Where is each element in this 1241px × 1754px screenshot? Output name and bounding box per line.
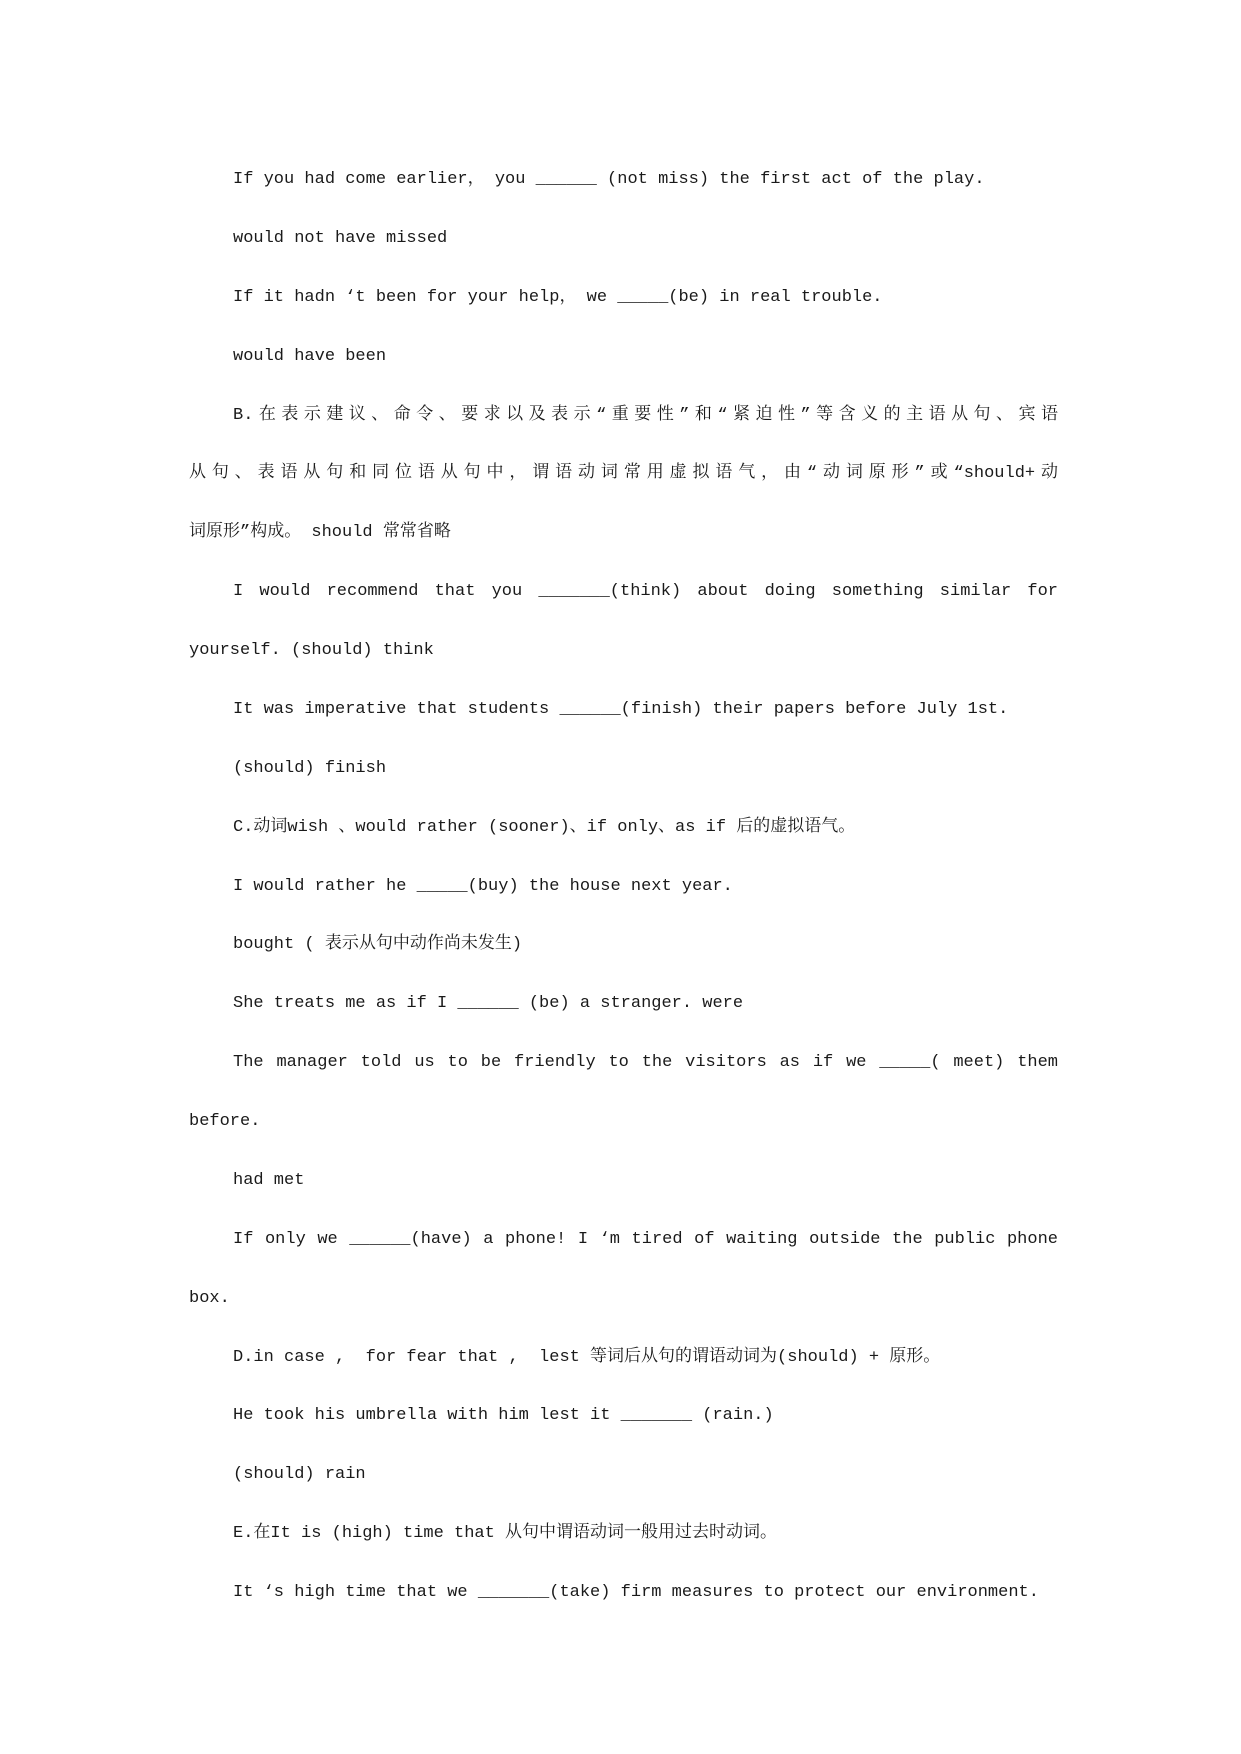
text-line: He took his umbrella with him lest it _______ (rain.) <box>233 1406 774 1426</box>
document-body <box>189 151 1058 1623</box>
text-line: had met <box>233 1170 305 1190</box>
example-sentence <box>189 1387 1058 1446</box>
text-line: B.在表示建议、命令、要求以及表示“重要性”和“紧迫性”等含义的主语从句、宾语 <box>233 405 1058 425</box>
text-line: (should) finish <box>233 758 387 778</box>
answer-text <box>189 1152 1058 1211</box>
example-sentence <box>189 975 1058 1034</box>
text-line: D.in case , for fear that , lest 等词后从句的谓语动词为(should) + 原形。 <box>233 1347 941 1367</box>
text-line: box. <box>189 1288 230 1308</box>
text-line: If it hadn ‘t been for your help， we _____(be) in real trouble. <box>233 287 883 307</box>
text-line: (should) rain <box>233 1465 366 1485</box>
answer-text <box>189 916 1058 975</box>
example-sentence <box>189 1564 1058 1623</box>
rule-text <box>189 1329 1058 1388</box>
example-sentence <box>189 1034 1058 1152</box>
text-line: 从句、表语从句和同位语从句中，谓语动词常用虚拟语气，由“动词原形”或“should+动 <box>189 464 1058 484</box>
text-line: If you had come earlier， you ______ (not miss) the first act of the play. <box>233 170 985 189</box>
text-line: C.动词wish 、would rather (sooner)、if only、as if 后的虚拟语气。 <box>233 817 856 837</box>
example-sentence <box>189 1211 1058 1329</box>
text-line: bought ( 表示从句中动作尚未发生) <box>233 935 523 955</box>
answer-text <box>189 740 1058 799</box>
example-sentence <box>189 563 1058 681</box>
text-line: The manager told us to be friendly to the visitors as if we _____( meet) them <box>233 1053 1058 1073</box>
text-line: before. <box>189 1112 261 1131</box>
answer-text <box>189 328 1058 387</box>
answer-text <box>189 1446 1058 1505</box>
text-line: yourself. (should) think <box>189 641 434 660</box>
text-line: I would rather he _____(buy) the house next year. <box>233 876 733 896</box>
rule-text <box>189 799 1058 858</box>
answer-text <box>189 210 1058 269</box>
text-line: 词原形”构成。 should 常常省略 <box>189 523 451 543</box>
text-line: If only we ______(have) a phone! I ‘m tired of waiting outside the public phone <box>233 1229 1058 1249</box>
example-sentence <box>189 151 1058 210</box>
text-line: I would recommend that you _______(think) about doing something similar for <box>233 582 1058 602</box>
text-line: It ‘s high time that we _______(take) firm measures to protect our environment. <box>233 1583 1039 1602</box>
rule-text <box>189 387 1058 564</box>
text-line: It was imperative that students ______(finish) their papers before July 1st. <box>233 699 1009 719</box>
rule-text <box>189 1505 1058 1564</box>
example-sentence <box>189 269 1058 328</box>
example-sentence <box>189 858 1058 917</box>
text-line: would have been <box>233 346 387 366</box>
example-sentence <box>189 681 1058 740</box>
text-line: would not have missed <box>233 228 448 248</box>
text-line: E.在It is (high) time that 从句中谓语动词一般用过去时动词。 <box>233 1524 778 1544</box>
text-line: She treats me as if I ______ (be) a stranger. were <box>233 994 744 1014</box>
